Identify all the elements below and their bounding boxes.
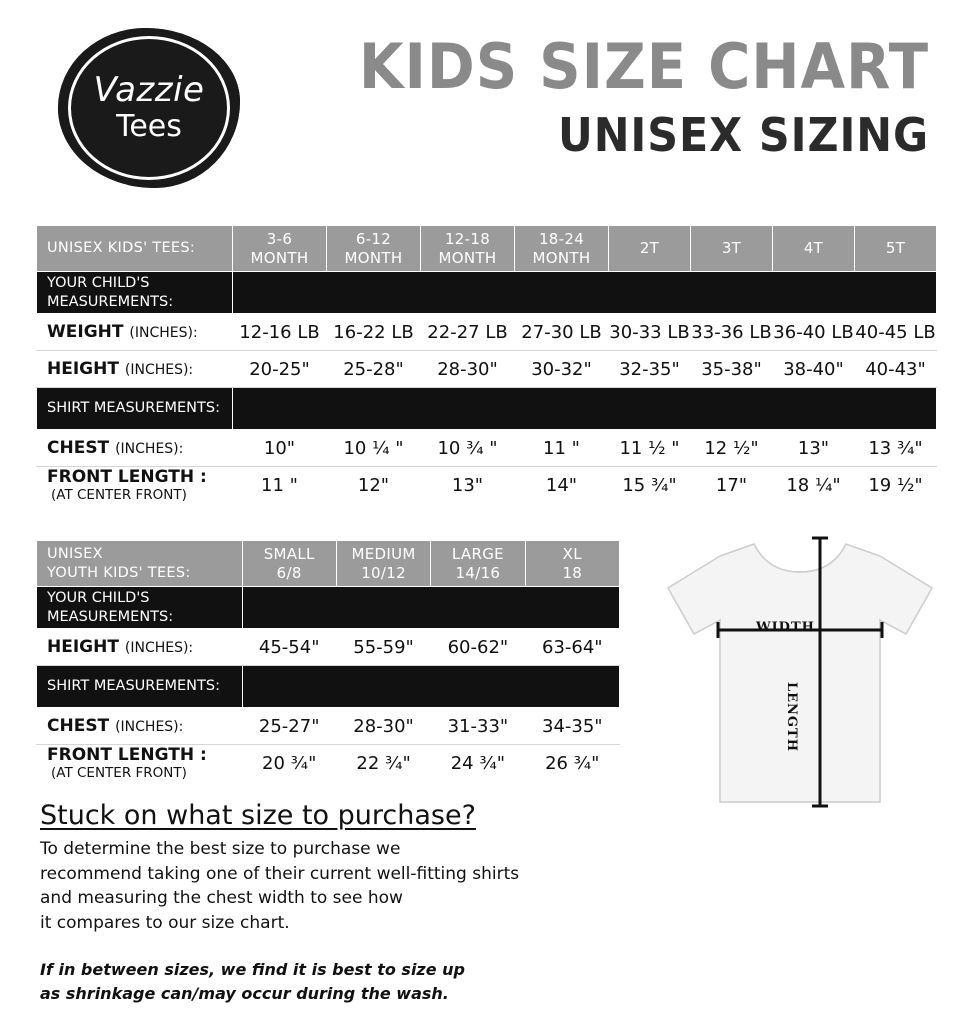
row-label-text: HEIGHT xyxy=(47,637,119,657)
row-label-height xyxy=(37,629,243,666)
cell-height-5t: 40-43" xyxy=(855,351,937,388)
cell-chest-3-6: 10" xyxy=(233,430,327,467)
row-label-unit: (INCHES): xyxy=(115,719,184,735)
row-label-text: WEIGHT xyxy=(47,322,124,342)
cell-frontlength-4t: 18 ¼" xyxy=(773,467,855,504)
youth-header-cell-label xyxy=(37,541,243,587)
table-row-height xyxy=(37,351,937,388)
cell-weight-4t: 36-40 LB xyxy=(773,314,855,351)
width-label: WIDTH xyxy=(756,620,815,635)
infant-size-table xyxy=(36,225,937,504)
cell-youth-chest-xl: 34-35" xyxy=(525,708,619,745)
tshirt-icon xyxy=(660,530,940,815)
cell-frontlength-5t: 19 ½" xyxy=(855,467,937,504)
band-line-2: MEASUREMENTS: xyxy=(47,608,174,625)
cell-youth-chest-large: 31-33" xyxy=(431,708,525,745)
child-measurements-band xyxy=(37,272,937,314)
cell-youth-height-small: 45-54" xyxy=(242,629,336,666)
youth-table-row-chest xyxy=(37,708,620,745)
cell-chest-5t: 13 ¾" xyxy=(855,430,937,467)
band-label-shirt-measurements: SHIRT MEASUREMENTS: xyxy=(37,666,243,708)
footer-line-3: and measuring the chest width to see how xyxy=(40,888,403,909)
band-line-2: MEASUREMENTS: xyxy=(47,293,174,310)
header-bottom: 18 xyxy=(562,563,583,582)
footer-note xyxy=(40,958,640,1006)
header-bottom: 6/8 xyxy=(276,563,302,582)
cell-frontlength-6-12: 12" xyxy=(327,467,421,504)
shirt-measurements-band xyxy=(37,388,937,430)
row-label-front-length xyxy=(37,467,233,504)
header-bottom: MONTH xyxy=(438,248,497,267)
cell-youth-frontlength-large: 24 ¾" xyxy=(431,745,525,782)
row-label-unit: (INCHES): xyxy=(129,325,198,341)
cell-chest-12-18: 10 ¾ " xyxy=(421,430,515,467)
table-row-chest xyxy=(37,430,937,467)
cell-height-18-24: 30-32" xyxy=(515,351,609,388)
footer-heading: Stuck on what size to purchase? xyxy=(40,800,476,831)
brand-logo xyxy=(58,28,240,188)
header-top: 18-24 xyxy=(538,229,585,248)
cell-weight-18-24: 27-30 LB xyxy=(515,314,609,351)
cell-height-12-18: 28-30" xyxy=(421,351,515,388)
header-cell-12-18-month xyxy=(421,226,515,272)
logo-line-2: Tees xyxy=(116,109,182,145)
page-subtitle: UNISEX SIZING xyxy=(557,108,929,162)
youth-table-row-height xyxy=(37,629,620,666)
cell-height-2t: 32-35" xyxy=(609,351,691,388)
band-label-child-measurements xyxy=(37,272,233,314)
row-label-text: HEIGHT xyxy=(47,359,119,379)
header-top: 3-6 xyxy=(266,229,293,248)
cell-youth-height-large: 60-62" xyxy=(431,629,525,666)
cell-youth-frontlength-medium: 22 ¾" xyxy=(336,745,430,782)
footer-note-line-2: as shrinkage can/may occur during the wash. xyxy=(40,983,449,1003)
cell-frontlength-2t: 15 ¾" xyxy=(609,467,691,504)
cell-frontlength-18-24: 14" xyxy=(515,467,609,504)
footer-line-2: recommend taking one of their current well-fitting shirts xyxy=(40,863,520,884)
header-bottom: 10/12 xyxy=(361,563,406,582)
youth-header-cell-small xyxy=(242,541,336,587)
table-row-front-length xyxy=(37,467,937,504)
cell-weight-6-12: 16-22 LB xyxy=(327,314,421,351)
youth-shirt-measurements-band xyxy=(37,666,620,708)
header-bottom: MONTH xyxy=(250,248,309,267)
youth-table-row-front-length xyxy=(37,745,620,782)
header-bottom: MONTH xyxy=(344,248,403,267)
row-label-front-length xyxy=(37,745,243,782)
band-label-child-measurements xyxy=(37,587,243,629)
row-label-unit: (INCHES): xyxy=(124,640,194,656)
header-top: SMALL xyxy=(263,544,315,563)
cell-youth-chest-medium: 28-30" xyxy=(336,708,430,745)
header-top: XL xyxy=(562,544,582,563)
cell-chest-3t: 12 ½" xyxy=(691,430,773,467)
row-label-text: FRONT LENGTH : xyxy=(47,467,207,487)
footer-line-1: To determine the best size to purchase we xyxy=(40,839,401,859)
band-label-shirt-measurements: SHIRT MEASUREMENTS: xyxy=(37,388,233,430)
title-block xyxy=(316,30,929,162)
footer-line-4: it compares to our size chart. xyxy=(40,912,290,933)
cell-weight-3-6: 12-16 LB xyxy=(233,314,327,351)
cell-chest-4t: 13" xyxy=(773,430,855,467)
footer-paragraph xyxy=(40,837,640,936)
youth-header-cell-medium xyxy=(336,541,430,587)
cell-youth-frontlength-small: 20 ¾" xyxy=(242,745,336,782)
row-label-text: FRONT LENGTH : xyxy=(47,745,207,765)
cell-youth-height-medium: 55-59" xyxy=(336,629,430,666)
cell-weight-2t: 30-33 LB xyxy=(609,314,691,351)
footer-note-line-1: If in between sizes, we find it is best to size up xyxy=(40,959,466,979)
band-line-1: YOUR CHILD'S xyxy=(47,275,150,292)
cell-height-4t: 38-40" xyxy=(773,351,855,388)
header-cell-3t: 3T xyxy=(691,226,773,272)
cell-frontlength-3t: 17" xyxy=(691,467,773,504)
cell-youth-chest-small: 25-27" xyxy=(242,708,336,745)
cell-weight-12-18: 22-27 LB xyxy=(421,314,515,351)
page-header xyxy=(0,0,969,210)
row-label-height xyxy=(37,351,233,388)
cell-chest-18-24: 11 " xyxy=(515,430,609,467)
band-fill xyxy=(233,272,937,314)
cell-weight-3t: 33-36 LB xyxy=(691,314,773,351)
logo-text xyxy=(58,28,240,188)
header-bottom: MONTH xyxy=(532,248,591,267)
row-label-chest xyxy=(37,430,233,467)
logo-line-1: Vazzie xyxy=(93,70,205,111)
cell-chest-2t: 11 ½ " xyxy=(609,430,691,467)
footer-help-section xyxy=(40,800,640,1006)
band-fill xyxy=(242,666,619,708)
table-header-row xyxy=(37,226,937,272)
header-cell-3-6-month xyxy=(233,226,327,272)
header-cell-2t: 2T xyxy=(609,226,691,272)
cell-height-3t: 35-38" xyxy=(691,351,773,388)
table-row-weight xyxy=(37,314,937,351)
cell-height-6-12: 25-28" xyxy=(327,351,421,388)
youth-child-measurements-band xyxy=(37,587,620,629)
header-bottom: 14/16 xyxy=(455,563,501,582)
header-cell-label: UNISEX KIDS' TEES: xyxy=(37,226,233,272)
band-fill xyxy=(233,388,937,430)
header-top: MEDIUM xyxy=(351,544,416,563)
row-label-weight xyxy=(37,314,233,351)
cell-youth-height-xl: 63-64" xyxy=(525,629,619,666)
band-fill xyxy=(242,587,619,629)
cell-frontlength-12-18: 13" xyxy=(421,467,515,504)
youth-header-cell-xl xyxy=(525,541,619,587)
band-line-1: YOUR CHILD'S xyxy=(47,590,150,607)
youth-table-header-row xyxy=(37,541,620,587)
length-label: LENGTH xyxy=(784,682,799,752)
row-label-text: CHEST xyxy=(47,438,110,458)
header-cell-18-24-month xyxy=(515,226,609,272)
cell-chest-6-12: 10 ¼ " xyxy=(327,430,421,467)
cell-frontlength-3-6: 11 " xyxy=(233,467,327,504)
tshirt-shape xyxy=(668,544,932,802)
youth-header-cell-large xyxy=(431,541,525,587)
youth-header-line-1: UNISEX xyxy=(47,546,103,563)
header-top: LARGE xyxy=(451,544,504,563)
row-label-unit: (INCHES): xyxy=(115,441,184,457)
tshirt-measurement-diagram xyxy=(660,530,940,815)
header-cell-4t: 4T xyxy=(773,226,855,272)
cell-height-3-6: 20-25" xyxy=(233,351,327,388)
page-title: KIDS SIZE CHART xyxy=(358,30,929,103)
header-cell-5t: 5T xyxy=(855,226,937,272)
header-top: 12-18 xyxy=(444,229,491,248)
row-label-sub: (AT CENTER FRONT) xyxy=(51,487,187,503)
row-label-chest xyxy=(37,708,243,745)
cell-youth-frontlength-xl: 26 ¾" xyxy=(525,745,619,782)
header-cell-6-12-month xyxy=(327,226,421,272)
row-label-text: CHEST xyxy=(47,716,110,736)
header-top: 6-12 xyxy=(355,229,392,248)
row-label-unit: (INCHES): xyxy=(124,362,194,378)
row-label-sub: (AT CENTER FRONT) xyxy=(51,765,187,781)
youth-header-line-2: YOUTH KIDS' TEES: xyxy=(47,564,191,581)
youth-size-table xyxy=(36,540,620,782)
cell-weight-5t: 40-45 LB xyxy=(855,314,937,351)
